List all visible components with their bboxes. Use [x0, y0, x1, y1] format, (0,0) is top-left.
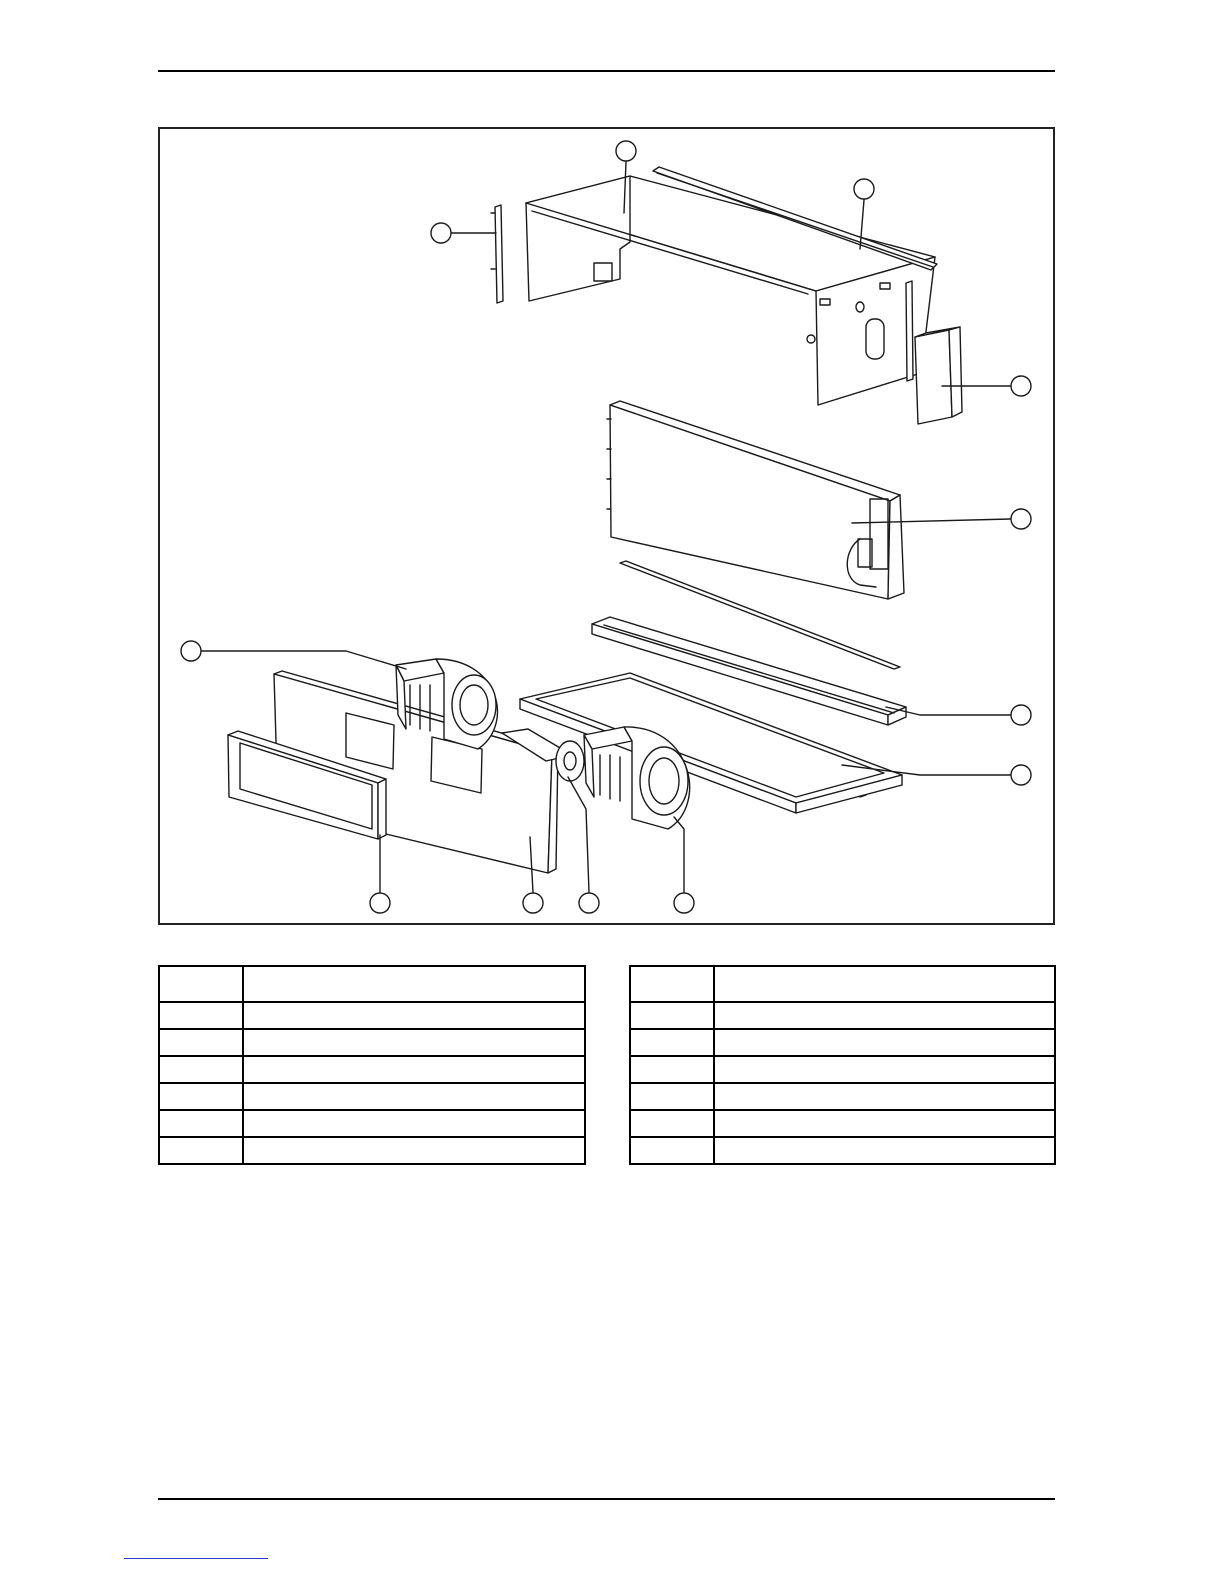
callout-circle [181, 641, 201, 661]
table-row [159, 1056, 585, 1083]
table-cell-no [630, 1110, 714, 1137]
callout-circle [674, 893, 694, 913]
callout-circle [579, 893, 599, 913]
table-cell-no [630, 966, 714, 1002]
exploded-view-diagram [158, 127, 1055, 925]
table-row [159, 1110, 585, 1137]
table-cell-no [630, 1029, 714, 1056]
footer-rule [158, 1498, 1055, 1500]
table-row [159, 1029, 585, 1056]
table-cell-no [630, 1137, 714, 1164]
parts-table-right [629, 965, 1056, 1165]
table-cell-name [714, 1002, 1055, 1029]
table-cell-no [159, 1056, 243, 1083]
table-cell-name [243, 1137, 585, 1164]
table-cell-no [159, 1002, 243, 1029]
table-cell-name [714, 1110, 1055, 1137]
end-plate-part [491, 205, 503, 303]
table-cell-name [243, 1002, 585, 1029]
table-row [630, 1029, 1055, 1056]
table-cell-name [243, 1110, 585, 1137]
parts-table-left [158, 965, 586, 1165]
header-rule [158, 70, 1055, 72]
table-cell-name [243, 1083, 585, 1110]
table-header-row [159, 966, 585, 1002]
table-cell-name [243, 966, 585, 1002]
table-cell-name [714, 1137, 1055, 1164]
table-row [630, 1002, 1055, 1029]
table-cell-name [714, 1029, 1055, 1056]
table-cell-no [159, 1029, 243, 1056]
table-row [630, 1110, 1055, 1137]
table-row [630, 1137, 1055, 1164]
footer-link-underline[interactable] [124, 1558, 268, 1559]
table-cell-name [714, 1083, 1055, 1110]
callout-circle [1011, 376, 1031, 396]
callout-circle [523, 893, 543, 913]
callout-circle [616, 141, 636, 161]
table-cell-no [630, 1002, 714, 1029]
callout-circle [1011, 705, 1031, 725]
table-cell-name [714, 966, 1055, 1002]
callout-circle [370, 893, 390, 913]
table-cell-no [159, 1083, 243, 1110]
table-cell-no [630, 1083, 714, 1110]
callout-circle [854, 179, 874, 199]
table-header-row [630, 966, 1055, 1002]
table-row [159, 1002, 585, 1029]
table-row [159, 1137, 585, 1164]
callout-circle [431, 223, 451, 243]
coil-part [607, 401, 904, 599]
table-cell-no [630, 1056, 714, 1083]
table-cell-name [243, 1029, 585, 1056]
callout-circle [1011, 765, 1031, 785]
table-row [159, 1083, 585, 1110]
callout-circle [1011, 509, 1031, 529]
table-cell-name [243, 1056, 585, 1083]
table-cell-no [159, 1137, 243, 1164]
table-row [630, 1056, 1055, 1083]
table-cell-no [159, 966, 243, 1002]
top-cabinet-part [526, 176, 935, 405]
table-cell-name [714, 1056, 1055, 1083]
table-row [630, 1083, 1055, 1110]
table-cell-no [159, 1110, 243, 1137]
